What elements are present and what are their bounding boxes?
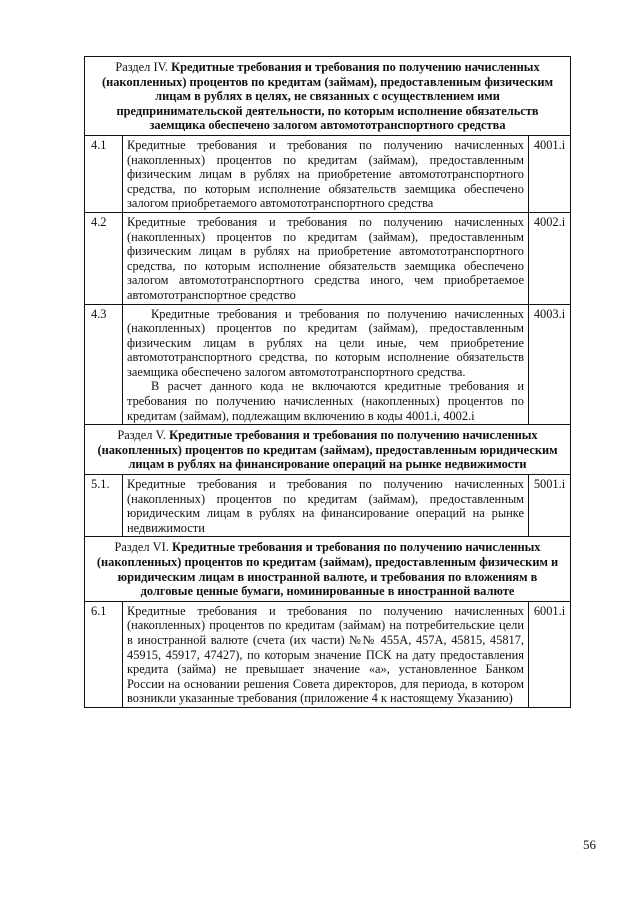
row-number: 4.1 <box>85 135 123 212</box>
row-code: 4002.i <box>529 212 571 304</box>
description-paragraph: Кредитные требования и требования по получению начисленных (накопленных) процентов по кредитам (займам), предоставленным физическим лицам в рублях на приобретение автомототранспортного средства, по которым исполнение обязательств заемщика обеспечено залогом приобретаемого автомототранспортного средства <box>127 137 524 211</box>
codes-table <box>84 56 571 708</box>
description-paragraph: Кредитные требования и требования по получению начисленных (накопленных) процентов по кредитам (займам) на потребительские цели в иностранной валюте (счета (их части) №№ 455А, 457А, 45815, 45817, 45915, 45917, 47427), по которым значение ПСК на дату предоставления кредита (займа) не превышает значение «а», установленное Банком России на основании решения Совета директоров, для периода, в котором возникли указанные требования (приложение 4 к настоящему Указанию) <box>127 603 524 706</box>
description-paragraph: Кредитные требования и требования по получению начисленных (накопленных) процентов по кредитам (займам), предоставленным физическим лицам в рублях на приобретение автомототранспортного средства, по которым исполнение обязательств заемщика обеспечено залогом автомототранспортного средства иного, чем приобретаемое автомототранспортное средство <box>127 214 524 302</box>
row-code: 4003.i <box>529 304 571 425</box>
row-description <box>123 601 529 707</box>
row-code: 6001.i <box>529 601 571 707</box>
description-paragraph: В расчет данного кода не включаются кредитные требования и требования по получению начисленных (накопленных) процентов по кредитам (займам), подлежащим включению в коды 4001.i, 4002.i <box>127 379 524 423</box>
row-number: 4.3 <box>85 304 123 425</box>
row-code: 5001.i <box>529 475 571 537</box>
document-table-container <box>84 56 570 708</box>
section-title: Кредитные требования и требования по получению начисленных (накопленных) процентов по кредитам (займам), предоставленным юридическим лицам в рублях на финансирование операций на рынке недвижимости <box>97 428 558 472</box>
section-title: Кредитные требования и требования по получению начисленных (накопленных) процентов по кредитам (займам), предоставленным физическим лицам в рублях в целях, не связанных с осуществлением ими предпринимательской деятельности, по которым исполнение обязательств заемщика обеспечено залогом автомототранспортного средства <box>101 60 554 133</box>
description-paragraph: Кредитные требования и требования по получению начисленных (накопленных) процентов по кредитам (займам), предоставленным физическим лицам в рублях на цели иные, чем приобретение автомототранспортного средства, по которым исполнение обязательств заемщика обеспечено залогом автомототранспортного средства. <box>127 306 524 379</box>
section-header-row <box>85 425 571 475</box>
row-code: 4001.i <box>529 135 571 212</box>
page-number: 56 <box>583 837 596 852</box>
section-header-row <box>85 537 571 601</box>
section-header <box>85 537 571 601</box>
row-number: 5.1. <box>85 475 123 537</box>
section-label: Раздел IV. <box>115 60 169 74</box>
row-description <box>123 212 529 304</box>
table-row <box>85 212 571 304</box>
section-label: Раздел V. <box>117 428 166 443</box>
section-header-row <box>85 57 571 136</box>
row-description <box>123 135 529 212</box>
description-paragraph: Кредитные требования и требования по получению начисленных (накопленных) процентов по кредитам (займам), предоставленным юридическим лицам в рублях на финансирование операций на рынке недвижимости <box>127 477 524 535</box>
table-row <box>85 135 571 212</box>
section-title: Кредитные требования и требования по получению начисленных (накопленных) процентов по кредитам (займам), предоставленным физическим и юридическим лицам в иностранной валюте, и требования по вложениям в долговые ценные бумаги, номинированные в иностранной валюте <box>96 540 559 599</box>
section-label: Раздел VI. <box>114 540 169 555</box>
row-number: 4.2 <box>85 212 123 304</box>
row-description <box>123 475 529 537</box>
table-row <box>85 304 571 425</box>
table-row <box>85 601 571 707</box>
section-header <box>85 57 571 136</box>
row-description <box>123 304 529 425</box>
section-header <box>85 425 571 475</box>
row-number: 6.1 <box>85 601 123 707</box>
table-row <box>85 475 571 537</box>
